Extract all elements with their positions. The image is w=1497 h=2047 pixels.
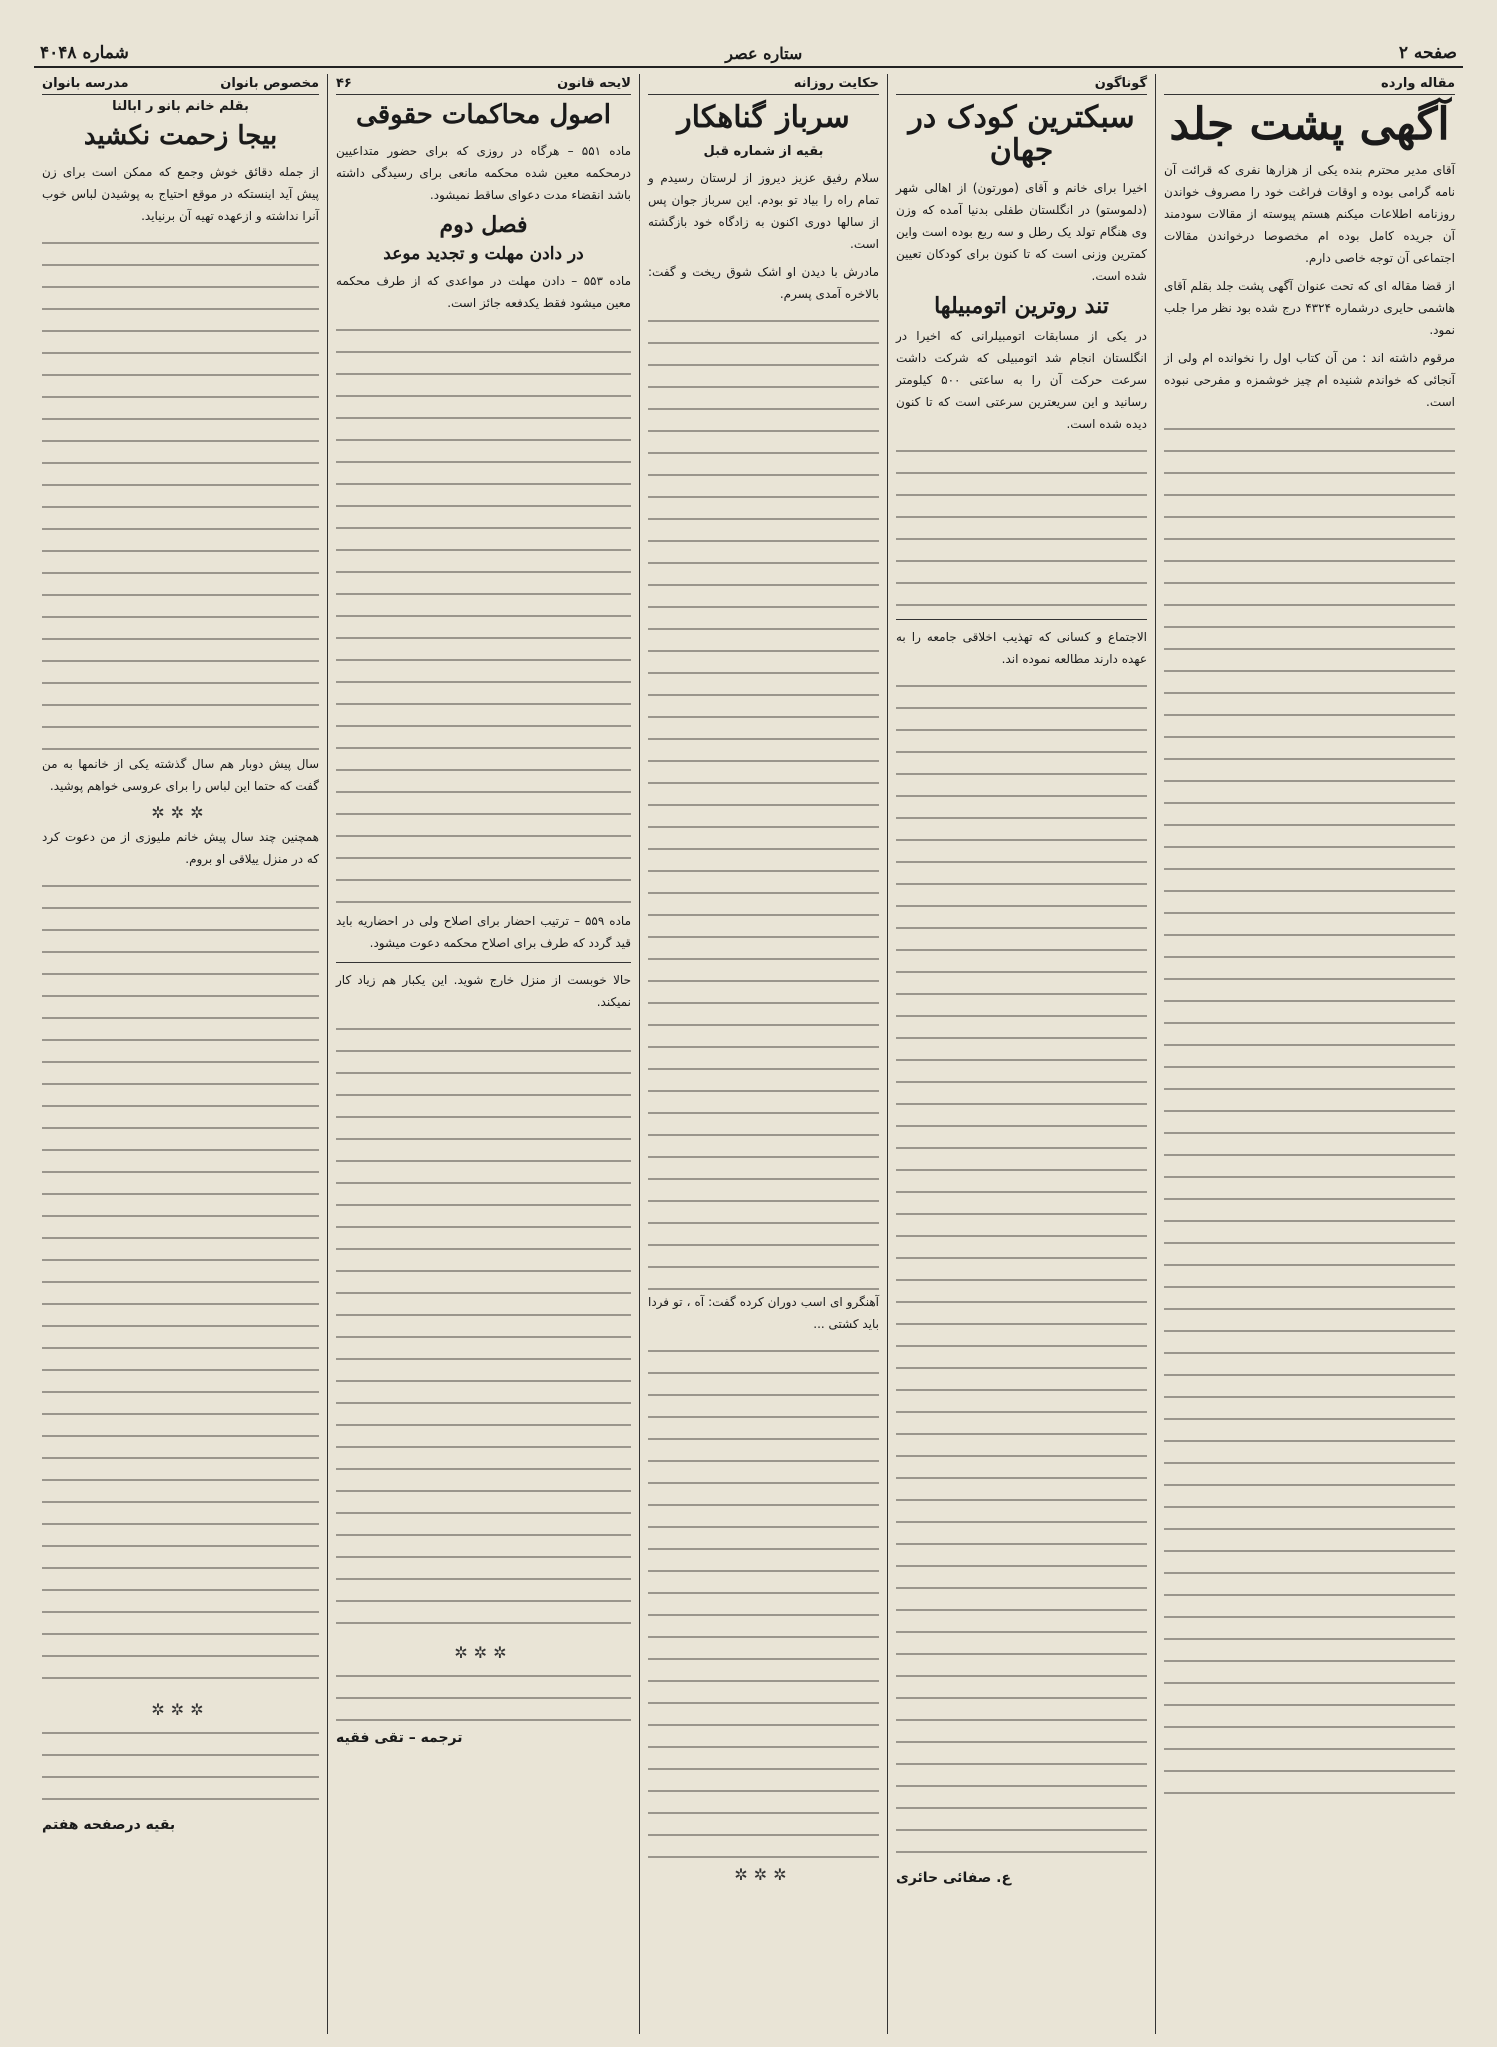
article-paragraph: ماده ۵۵۳ – دادن مهلت در مواعدی که از طرف محکمه معین میشود فقط یکدفعه جائز است. [336,273,632,310]
section-kicker: گوناگون [896,74,1147,95]
page-number: صفحه ۲ [1398,43,1457,63]
article-paragraph: مرقوم داشته اند : من آن کتاب اول را نخوانده ام ولی از آنجائی که خواندم شنیده ام چیز خوشمزه و مفرحی نبوده است. [1164,351,1455,410]
article-paragraph: اخیرا برای خانم و آقای (مورتون) از اهالی شهر (دلموستو) در انگلستان طفلی بدنیا آمده که وزن وی هنگام تولد یک رطل و سه ربع بوده است واین کمترین وزنی است که تا کنون برای کودکان تعیین شده است. [896,181,1147,283]
byline: بقلم خانم بانو ر ابالنا [112,99,249,114]
story-paragraph: حالا خوبست از منزل خارج شوید. این یکبار هم زیاد کار نمیکند. [336,972,631,1009]
story-paragraph: سلام رفیق عزیز دیروز از لرستان رسیدم و تمام راه را بیاد تو بودم. این سرباز جوان پس از سالها دوری اکنون به زادگاه خود بازگشته است. [648,171,879,251]
text-lines [896,676,1147,1866]
article-paragraph: در یکی از مسابقات اتومبیلرانی که اخیرا در انگلستان انجام شد اتومبیلی که شرکت داشت سرعت حرکت آن را به ساعتی ۵۰۰ کیلومتر رسانید و این سریعترین سرعتی است که تا کنون دیده شده است. [896,329,1147,431]
text-lines [648,1341,879,1861]
author-signature: ع. صفائی حائری [896,1870,1012,1886]
ornament-stars: ✲✲✲ [734,1865,793,1884]
column-women [34,74,327,2034]
story-continuation [336,1666,631,1726]
article-columns [34,74,1463,2034]
ornament-stars: ✲✲✲ [151,802,210,822]
ornament-stars: ✲✲✲ [454,1642,513,1662]
text-lines [336,1019,631,1639]
text-lines [42,233,319,753]
article-continuation [896,676,1147,1866]
story-continuation [648,311,879,1291]
section-kicker: مقاله وارده [1164,74,1455,95]
story-continuation [648,1341,879,1861]
story-title: سرباز گناهکار [677,100,850,135]
text-lines [1164,419,1455,1799]
section-kicker: حکایت روزانه [648,74,879,95]
text-lines [336,1666,631,1726]
article-paragraph: الاجتماع و کسانی که تهذیب اخلاقی جامعه را به عهده دارند مطالعه نموده اند. [896,630,1147,666]
story-paragraph: آهنگرو ای اسب دوران کرده گفت: آه ، تو فردا باید کشتی ... [648,1295,879,1331]
article-title: بیجا زحمت نکشید [83,121,278,151]
article-title: سبکترین کودک در جهان [908,100,1135,168]
article-continuation [336,320,631,910]
article-paragraph: ماده ۵۵۹ – ترتیب احضار برای اصلاح ولی در احضاریه باید قید گردد که طرف برای اصلاح محکمه دعوت میشود. [336,913,632,950]
text-lines [648,311,879,1291]
section-kicker: مخصوص بانوان مدرسه بانوان [42,74,319,95]
article-paragraph: سال پیش دوبار هم سال گذشته یکی از خانمها به من گفت که حتما این لباس را برای عروسی خواهم پوشید. [42,756,319,793]
chapter-subtitle: در دادن مهلت و تجدید موعد [383,243,584,264]
translator-signature: ترجمه – تقی فقیه [336,1729,463,1746]
article-continuation [896,441,1147,611]
article-title: اصول محاکمات حقوقی [356,100,611,130]
story-paragraph: مادرش با دیدن او اشک شوق ریخت و گفت: بالاخره آمدی پسرم. [648,265,879,301]
issue-number: شماره ۴۰۴۸ [40,43,129,63]
text-lines [42,1723,319,1813]
column-legal-bill [327,74,639,2034]
column-daily-story [639,74,887,2034]
ornament-stars: ✲✲✲ [151,1699,210,1719]
section-kicker: لایحه قانون ۴۶ [336,74,631,95]
text-lines [336,320,631,910]
article-continuation [42,233,319,753]
text-lines [896,441,1147,611]
section-divider [896,619,1147,620]
page-header [34,40,1463,68]
column-miscellaneous [887,74,1155,2034]
article-paragraph: از قضا مقاله ای که تحت عنوان آگهی پشت جلد بقلم آقای هاشمی حایری درشماره ۴۳۲۴ درج شده بود نظر مرا جلب نمود. [1164,279,1456,338]
continued-note: بقیه درصفحه هفتم [42,1816,176,1833]
article-paragraph: از جمله دقائق خوش وجمع که ممکن است برای زن پیش آید اینستکه در موقع احتیاج به پوشیدن لباس خوب آنرا نداشته و ازعهده تهیه آن برنیاید. [42,164,319,223]
column-submitted-article [1155,74,1463,2034]
newspaper-name: ستاره عصر [725,43,803,63]
article-title: آگهی پشت جلد [1169,99,1450,150]
text-lines [42,876,319,1696]
article-paragraph: همچنین چند سال پیش خانم ملیوزی از من دعوت کرد که در منزل ییلاقی او بروم. [42,829,319,866]
article-paragraph: ماده ۵۵۱ – هرگاه در روزی که برای حضور متداعیین درمحکمه معین شده محکمه مانعی برای رسیدگی داشته باشد انقضاء مدت دعوای ساقط نمیشود. [336,143,631,202]
story-continuation [336,1019,631,1639]
article-paragraph: آقای مدیر محترم بنده یکی از هزارها نفری که قرائت آن نامه گرامی بوده و اوقات فراغت خود را مصروف خواندن روزنامه اطلاعات میکنم هستم پیوسته از مقالات سودمند آن جریده کامل بوده ام مخصوصا درخواندن مقالات اجتماعی آن توجه خاصی دارم. [1164,163,1455,266]
article-continuation [42,1723,319,1813]
article-continuation [1164,419,1455,1799]
chapter-title: فصل دوم [439,211,528,238]
article-continuation [42,876,319,1696]
section-title: تند روترین اتومبیلها [934,293,1109,319]
story-subtitle: بقیه از شماره قبل [703,144,824,159]
section-divider [336,962,631,963]
